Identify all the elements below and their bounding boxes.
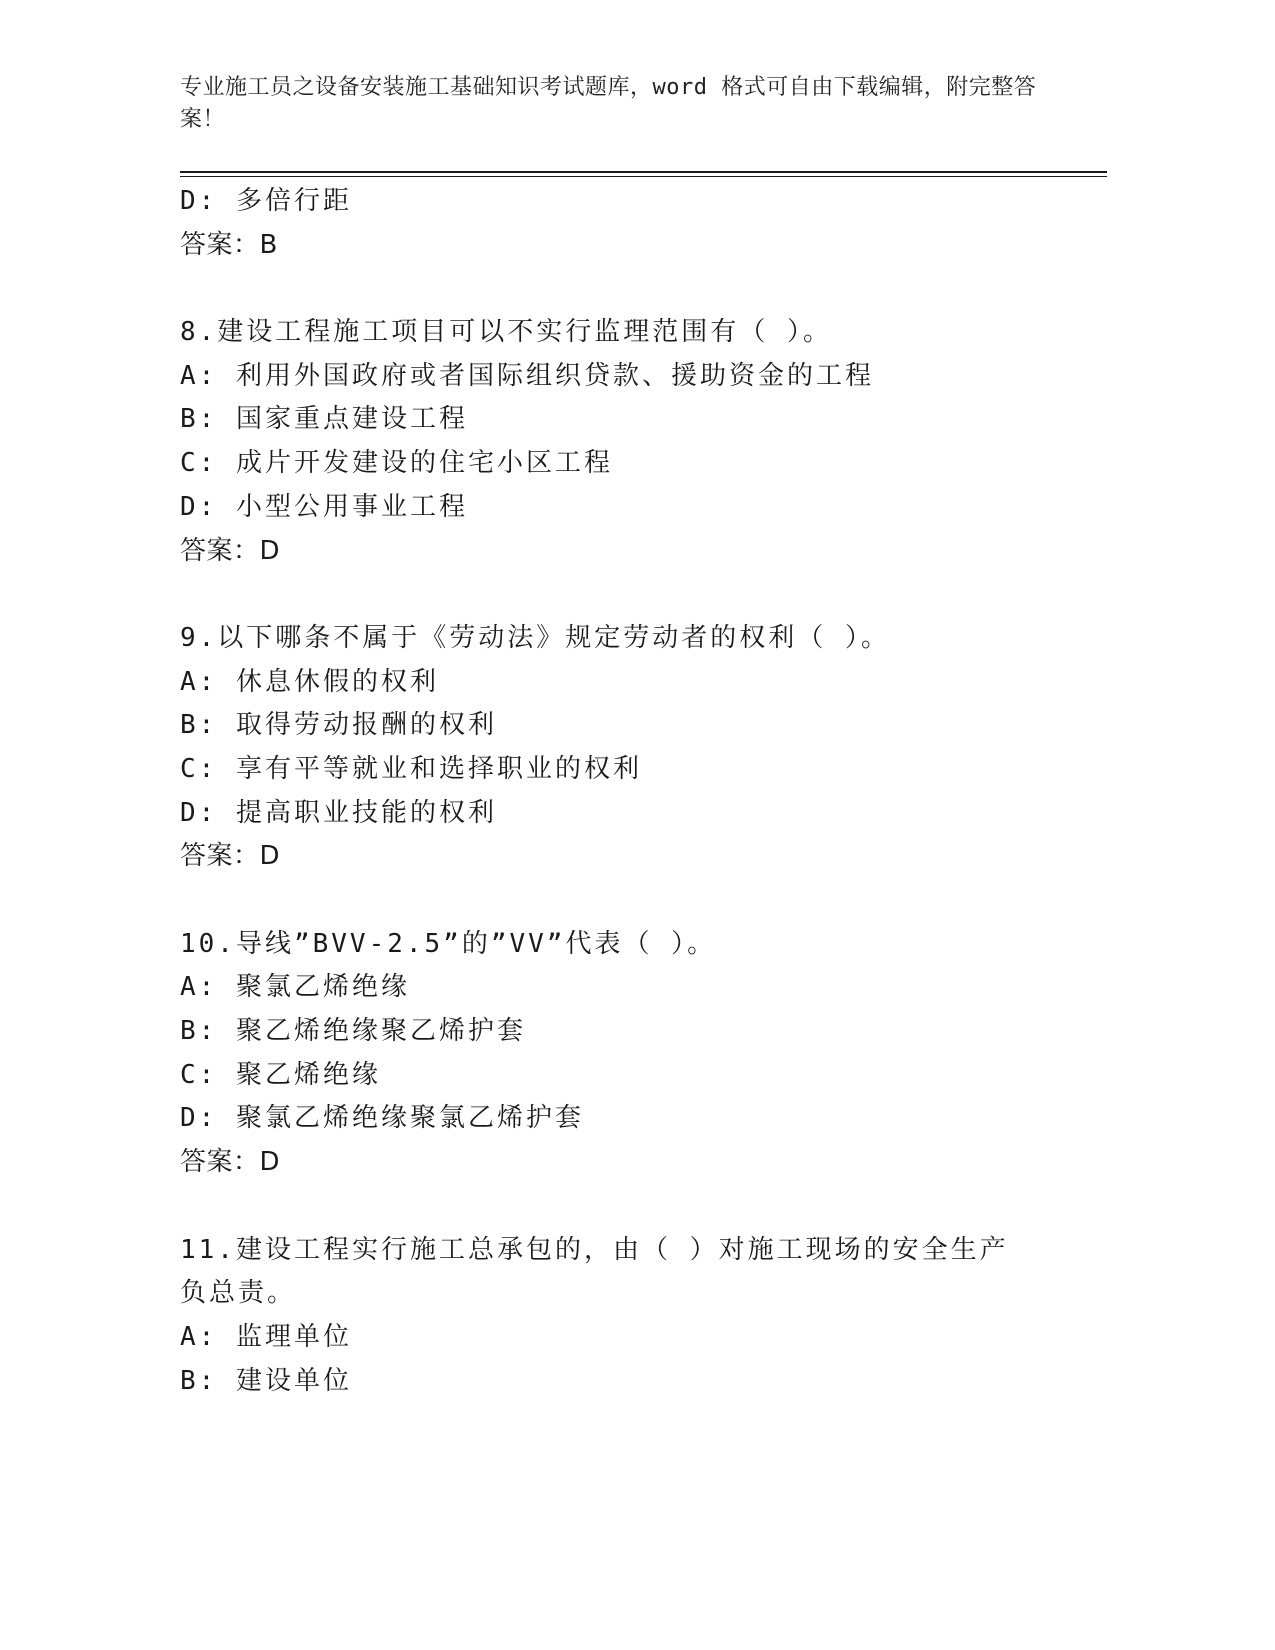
spacer <box>180 1185 1080 1229</box>
option-a: A: 休息休假的权利 <box>180 666 439 697</box>
option-a: A: 监理单位 <box>180 1321 352 1352</box>
spacer <box>180 267 1080 311</box>
answer-line: 答案：D <box>180 841 281 872</box>
option-d: D: 聚氯乙烯绝缘聚氯乙烯护套 <box>180 1103 584 1134</box>
question-block <box>180 311 1080 573</box>
option-d: D: 多倍行距 <box>180 186 352 216</box>
answer-line: 答案：B <box>180 229 278 260</box>
question-stem: 8.建设工程施工项目可以不实行监理范围有（ ）。 <box>180 317 832 348</box>
question-stem: 9.以下哪条不属于《劳动法》规定劳动者的权利（ ）。 <box>180 622 890 653</box>
question-block <box>180 617 1080 879</box>
header-divider-thin <box>180 176 1107 177</box>
spacer <box>180 573 1080 617</box>
question-stem: 10.导线”BVV-2.5”的”VV”代表（ ）。 <box>180 928 717 959</box>
option-c: C: 聚乙烯绝缘 <box>180 1059 381 1090</box>
option-d: D: 小型公用事业工程 <box>180 491 468 522</box>
option-d: D: 提高职业技能的权利 <box>180 797 497 828</box>
option-c: C: 享有平等就业和选择职业的权利 <box>180 753 642 784</box>
option-a: A: 利用外国政府或者国际组织贷款、援助资金的工程 <box>180 360 874 391</box>
answer-line: 答案：D <box>180 1147 281 1178</box>
answer-line: 答案：D <box>180 535 281 566</box>
option-b: B: 聚乙烯绝缘聚乙烯护套 <box>180 1016 526 1047</box>
document-header: 专业施工员之设备安装施工基础知识考试题库，word 格式可自由下载编辑，附完整答案！ <box>180 75 1037 132</box>
spacer <box>180 879 1080 923</box>
option-c: C: 成片开发建设的住宅小区工程 <box>180 448 613 479</box>
option-a: A: 聚氯乙烯绝缘 <box>180 972 410 1003</box>
question-stem: 11.建设工程实行施工总承包的，由（ ）对施工现场的安全生产负总责。 <box>180 1234 1009 1309</box>
question-block <box>180 923 1080 1185</box>
option-b: B: 国家重点建设工程 <box>180 404 468 435</box>
question-content <box>180 180 1080 1403</box>
header-divider-thick <box>180 171 1107 173</box>
question-block <box>180 1229 1080 1404</box>
option-b: B: 取得劳动报酬的权利 <box>180 710 497 741</box>
option-b: B: 建设单位 <box>180 1365 352 1396</box>
